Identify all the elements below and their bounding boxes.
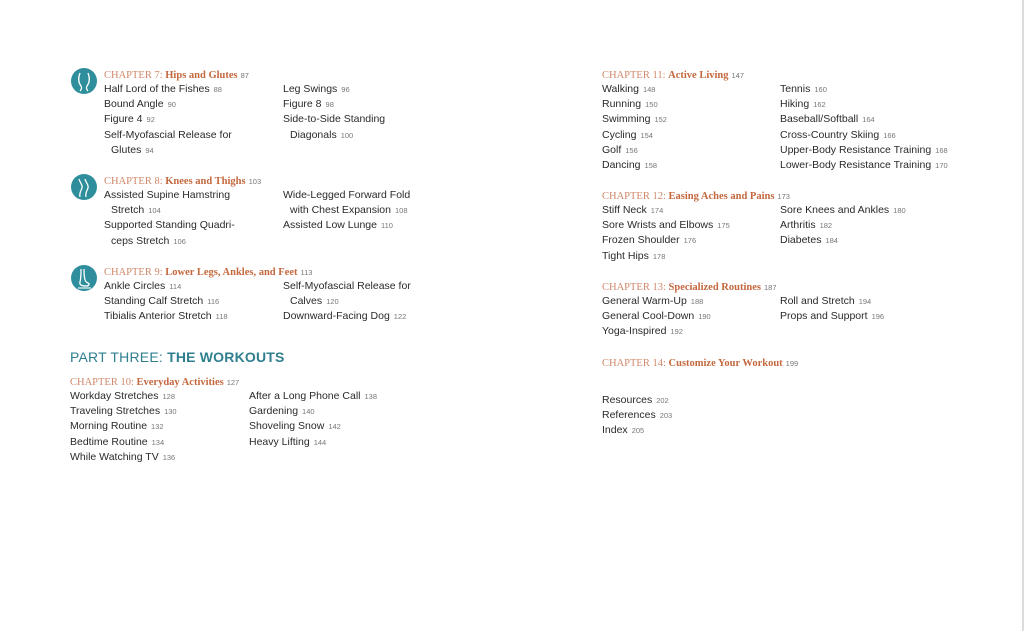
toc-entry[interactable]: Standing Calf Stretch 116 (104, 295, 220, 308)
chapter-heading[interactable]: CHAPTER 7: Hips and Glutes 87 (104, 70, 249, 81)
chapter-8 (104, 174, 411, 247)
toc-entry[interactable]: After a Long Phone Call 138 (249, 390, 378, 402)
toc-entry[interactable]: Swimming 152 (602, 113, 667, 126)
toc-entry[interactable]: Morning Routine 132 (70, 420, 164, 433)
toc-entry[interactable]: Arthritis 182 (780, 219, 833, 232)
feet-icon (71, 265, 97, 291)
toc-entry[interactable]: Cycling 154 (602, 128, 653, 141)
chapter-heading[interactable]: CHAPTER 14: Customize Your Workout 199 (602, 358, 799, 369)
toc-entry[interactable]: Upper-Body Resistance Training 168 (780, 143, 948, 156)
toc-entry[interactable]: Side-to-Side Standing (283, 113, 386, 126)
toc-entry[interactable]: Frozen Shoulder 176 (602, 234, 697, 247)
toc-entry[interactable]: Sore Knees and Ankles 180 (780, 204, 906, 216)
toc-entry[interactable]: Shoveling Snow 142 (249, 420, 341, 433)
toc-entry[interactable]: Self-Myofascial Release for (283, 280, 411, 292)
toc-entry[interactable]: Stretch 104 (111, 204, 161, 217)
toc-entry[interactable]: Tibialis Anterior Stretch 118 (104, 310, 228, 323)
toc-entry[interactable]: Figure 8 98 (283, 98, 334, 111)
toc-entry[interactable]: Golf 156 (602, 143, 638, 156)
chapter-heading[interactable]: CHAPTER 12: Easing Aches and Pains 173 (602, 191, 790, 202)
toc-entry[interactable]: Sore Wrists and Elbows 175 (602, 219, 730, 232)
toc-entry[interactable]: Dancing 158 (602, 159, 658, 172)
toc-entry[interactable]: Heavy Lifting 144 (249, 435, 327, 448)
chapter-9 (104, 265, 411, 323)
toc-entry[interactable]: Bedtime Routine 134 (70, 435, 165, 448)
toc-entry[interactable]: Leg Swings 96 (283, 83, 350, 95)
toc-entry[interactable]: Assisted Supine Hamstring (104, 189, 231, 201)
toc-entry[interactable]: General Cool-Down 190 (602, 310, 711, 323)
toc-entry[interactable]: Cross-Country Skiing 166 (780, 128, 896, 141)
toc-entry[interactable]: Traveling Stretches 130 (70, 405, 177, 418)
toc-entry[interactable]: Walking 148 (602, 83, 656, 95)
chapter-10 (70, 375, 378, 463)
toc-entry[interactable]: Bound Angle 90 (104, 98, 176, 111)
toc-entry[interactable]: Diagonals 100 (290, 128, 354, 141)
toc-entry[interactable]: Props and Support 196 (780, 310, 885, 323)
chapter-heading[interactable]: CHAPTER 9: Lower Legs, Ankles, and Feet 113 (104, 267, 313, 278)
toc-entry[interactable]: Wide-Legged Forward Fold (283, 189, 411, 201)
toc-entry[interactable]: Workday Stretches 128 (70, 390, 176, 402)
chapter-12 (602, 189, 906, 262)
toc-entry-references[interactable]: References 203 (602, 409, 673, 422)
toc-entry[interactable]: Assisted Low Lunge 110 (283, 219, 393, 232)
toc-entry[interactable]: Hiking 162 (780, 98, 826, 111)
part-heading: PART THREE: THE WORKOUTS (70, 349, 285, 365)
toc-entry[interactable]: Downward-Facing Dog 122 (283, 310, 407, 323)
chapter-14 (602, 356, 798, 371)
toc-entry[interactable]: Calves 120 (290, 295, 339, 308)
toc-entry[interactable]: Gardening 140 (249, 405, 315, 418)
toc-entry[interactable]: with Chest Expansion 108 (290, 204, 408, 217)
toc-entry[interactable]: ceps Stretch 106 (111, 234, 186, 247)
back-matter (602, 393, 672, 439)
toc-entry[interactable]: Tight Hips 178 (602, 249, 666, 262)
chapter-heading[interactable]: CHAPTER 8: Knees and Thighs 103 (104, 176, 262, 187)
toc-entry[interactable]: Figure 4 92 (104, 113, 155, 126)
chapter-heading[interactable]: CHAPTER 13: Specialized Routines 187 (602, 282, 777, 293)
toc-entry[interactable]: Tennis 160 (780, 83, 827, 95)
toc-entry[interactable]: Lower-Body Resistance Training 170 (780, 159, 948, 172)
toc-entry[interactable]: Diabetes 184 (780, 234, 838, 247)
toc-entry[interactable]: Baseball/Softball 164 (780, 113, 875, 126)
knees-icon (71, 174, 97, 200)
toc-entry[interactable]: Glutes 94 (111, 143, 154, 156)
toc-entry[interactable]: Ankle Circles 114 (104, 280, 182, 292)
toc-entry[interactable]: Stiff Neck 174 (602, 204, 664, 216)
chapter-7 (104, 68, 386, 156)
toc-entry[interactable]: Half Lord of the Fishes 88 (104, 83, 222, 95)
toc-entry[interactable]: Roll and Stretch 194 (780, 295, 872, 307)
toc-entry-index[interactable]: Index 205 (602, 424, 645, 437)
toc-entry[interactable]: Running 150 (602, 98, 658, 111)
toc-entry[interactable]: Yoga-Inspired 192 (602, 325, 683, 338)
chapter-11 (602, 68, 948, 172)
toc-entry-resources[interactable]: Resources 202 (602, 394, 669, 406)
hips-icon (71, 68, 97, 94)
toc-entry[interactable]: Supported Standing Quadri- (104, 219, 235, 232)
chapter-heading[interactable]: CHAPTER 11: Active Living 147 (602, 70, 745, 81)
toc-entry[interactable]: While Watching TV 136 (70, 450, 176, 463)
toc-entry[interactable]: General Warm-Up 188 (602, 295, 704, 307)
chapter-13 (602, 280, 885, 338)
toc-entry[interactable]: Self-Myofascial Release for (104, 128, 232, 141)
chapter-heading[interactable]: CHAPTER 10: Everyday Activities 127 (70, 377, 240, 388)
